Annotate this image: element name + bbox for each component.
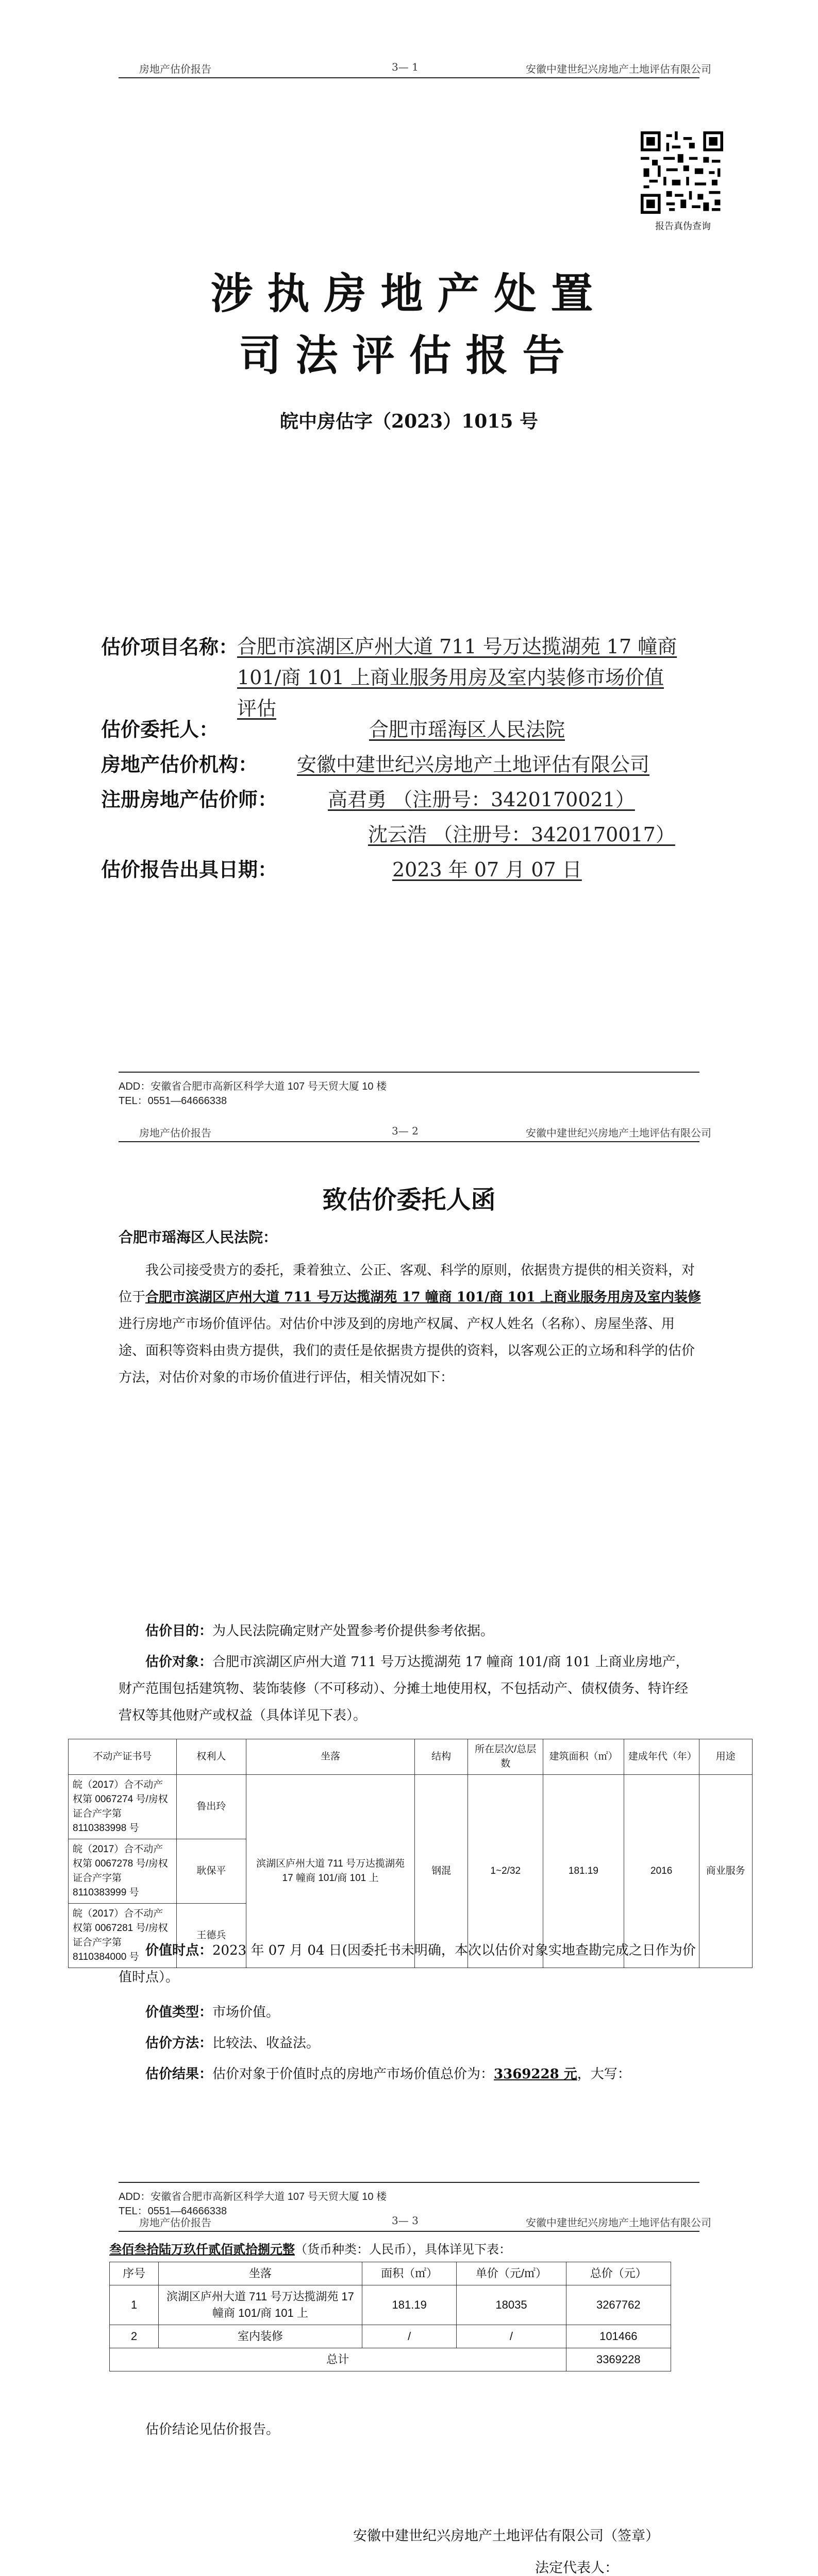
table-row: 皖（2017）合不动产权第 0067274 号/房权证合产字第 8110383998 号 鲁出玲 滨湖区庐州大道 711 号万达揽湖苑 17 幢商 101/商 101 上 钢混 1~2/32 181.19 2016 商业服务 — [69, 1775, 753, 1839]
table-row: 皖（2017）合不动产权第 0067278 号/房权证合产字第 8110383999 号 耿保平 — [69, 1839, 753, 1904]
method-row: 估价方法：比较法、收益法。 — [145, 2036, 320, 2051]
client-label: 估价委托人： — [101, 718, 219, 741]
result-row: 估价结果：估价对象于价值时点的房地产市场价值总价为：3369228 元，大写： — [145, 2066, 631, 2082]
footer-address: ADD：安徽省合肥市高新区科学大道 107 号天贸大厦 10 楼 — [119, 1081, 387, 1092]
table-row: 皖（2017）合不动产权第 0067281 号/房权证合产字第 8110384000 号 王德兵 — [69, 1904, 753, 1968]
project-name-value: 合肥市滨湖区庐州大道 711 号万达揽湖苑 17 幢商 101/商 101 上商业服务用房及室内装修市场价值 评估 — [237, 635, 677, 720]
appraiser-label: 注册房地产估价师： — [101, 788, 278, 811]
purpose-row: 估价目的：为人民法院确定财产处置参考价提供参考依据。 — [145, 1623, 494, 1639]
header-rule — [119, 77, 699, 78]
client-value: 合肥市瑶海区人民法院 — [369, 718, 565, 741]
appraiser-1: 高君勇 （注册号：3420170021） — [328, 788, 635, 811]
page-header: 房地产估价报告 3— 3 安徽中建世纪兴房地产土地评估有限公司 — [0, 2205, 818, 2236]
signature-representative: 法定代表人： — [535, 2560, 619, 2576]
qr-caption: 报告真伪查询 — [655, 221, 711, 231]
value-type-row: 价值类型：市场价值。 — [145, 2005, 280, 2020]
letter-addressee: 合肥市瑶海区人民法院： — [119, 1229, 278, 1246]
property-table — [68, 1739, 753, 1968]
footer-tel: TEL：0551—64666338 — [119, 1095, 227, 1107]
header-page-number: 3— 1 — [392, 61, 419, 73]
page-header — [0, 52, 818, 82]
object-row: 估价对象：合肥市滨湖区庐州大道 711 号万达揽湖苑 17 幢商 101/商 101 上商业房地产，财产范围包括建筑物、装饰装修（不可移动）、分摊土地使用权，不包括动产、债权债务、特许经营权等其他财产或权益（具体详见下表）。 — [119, 1654, 689, 1723]
date-label: 估价报告出具日期： — [101, 858, 278, 881]
header-left: 房地产估价报告 — [139, 63, 211, 75]
see-report-note: 估价结论见估价报告。 — [145, 2422, 280, 2437]
table-row: 2 室内装修 / / 101466 — [110, 2325, 671, 2348]
table-header-row: 序号 坐落 面积（㎡） 单价（元/㎡） 总价（元） — [110, 2262, 671, 2285]
qr-code-icon[interactable] — [641, 131, 723, 214]
cover-title-line-1: 涉执房地产处置 — [210, 269, 608, 318]
table-total-row: 总计 3369228 — [110, 2348, 671, 2371]
result-continuation: 叁佰叁拾陆万玖仟贰佰贰拾捌元整（货币种类：人民币），具体详见下表： — [109, 2242, 511, 2257]
date-value: 2023 年 07 月 07 日 — [392, 858, 582, 881]
report-number: 皖中房估字（2023）1015 号 — [280, 411, 538, 432]
agency-label: 房地产估价机构： — [101, 753, 258, 776]
table-header-row: 不动产证书号 权利人 坐落 结构 所在层次/总层数 建筑面积（㎡） 建成年代（年） 用途 — [69, 1739, 753, 1775]
letter-title: 致估价委托人函 — [322, 1185, 496, 1214]
header-right: 安徽中建世纪兴房地产土地评估有限公司 — [526, 63, 711, 75]
letter-intro: 我公司接受贵方的委托，秉着独立、公正、客观、科学的原则，依据贵方提供的相关资料，对位于合肥市滨湖区庐州大道 711 号万达揽湖苑 17 幢商 101/商 101 上商业服务用房及室内装修进行房地产市场价值评估。对估价中涉及到的房地产权属、产权人姓名（名称）、房屋坐落、用途、面积等资料由贵方提供，我们的责任是依据贵方提供的资料，以客观公正的立场和科学的估价方法，对估价对象的市场价值进行评估，相关情况如下： — [119, 1263, 701, 1385]
valuation-table — [109, 2262, 671, 2371]
agency-value: 安徽中建世纪兴房地产土地评估有限公司 — [297, 753, 650, 776]
appraiser-2: 沈云浩 （注册号：3420170017） — [368, 823, 675, 846]
cover-page: 房地产估价报告 3— 1 安徽中建世纪兴房地产土地评估有限公司 报告真伪查询 涉执房地产处置 司法评估报告 皖中房估字（2023）1015 号 估价项目名称： 合肥市滨湖区庐州大道 711 号万达揽湖苑 17 幢商 101/商 101 上商业服务用房及室内装修市场价值 评估 估价委托人： 合肥市瑶海区人民法院 房地产估价机构： 安徽中建世纪兴房地产土地评估有限公司 注册房地产估价师： 高君勇 （注册号：3420170021） 沈云浩 （注册号：3420170017） 估价报告出具日期： 2023 年 07 月 07 日 ADD：安徽省合肥市高新区科学大道 107 号天贸大厦 10 楼 TEL：0551—64666338 — [0, 0, 818, 1110]
signature-company: 安徽中建世纪兴房地产土地评估有限公司（签章） — [353, 2528, 659, 2544]
cover-title-line-2: 司法评估报告 — [239, 331, 579, 380]
value-date-row: 价值时点：2023 年 07 月 04 日(因委托书未明确，本次以估价对象实地查勘完成之日作为价值时点）。 — [119, 1943, 696, 1985]
table-row: 1 滨湖区庐州大道 711 号万达揽湖苑 17 幢商 101/商 101 上 181.19 18035 3267762 — [110, 2285, 671, 2325]
page-header: 房地产估价报告 3— 2 安徽中建世纪兴房地产土地评估有限公司 — [0, 1115, 818, 1146]
